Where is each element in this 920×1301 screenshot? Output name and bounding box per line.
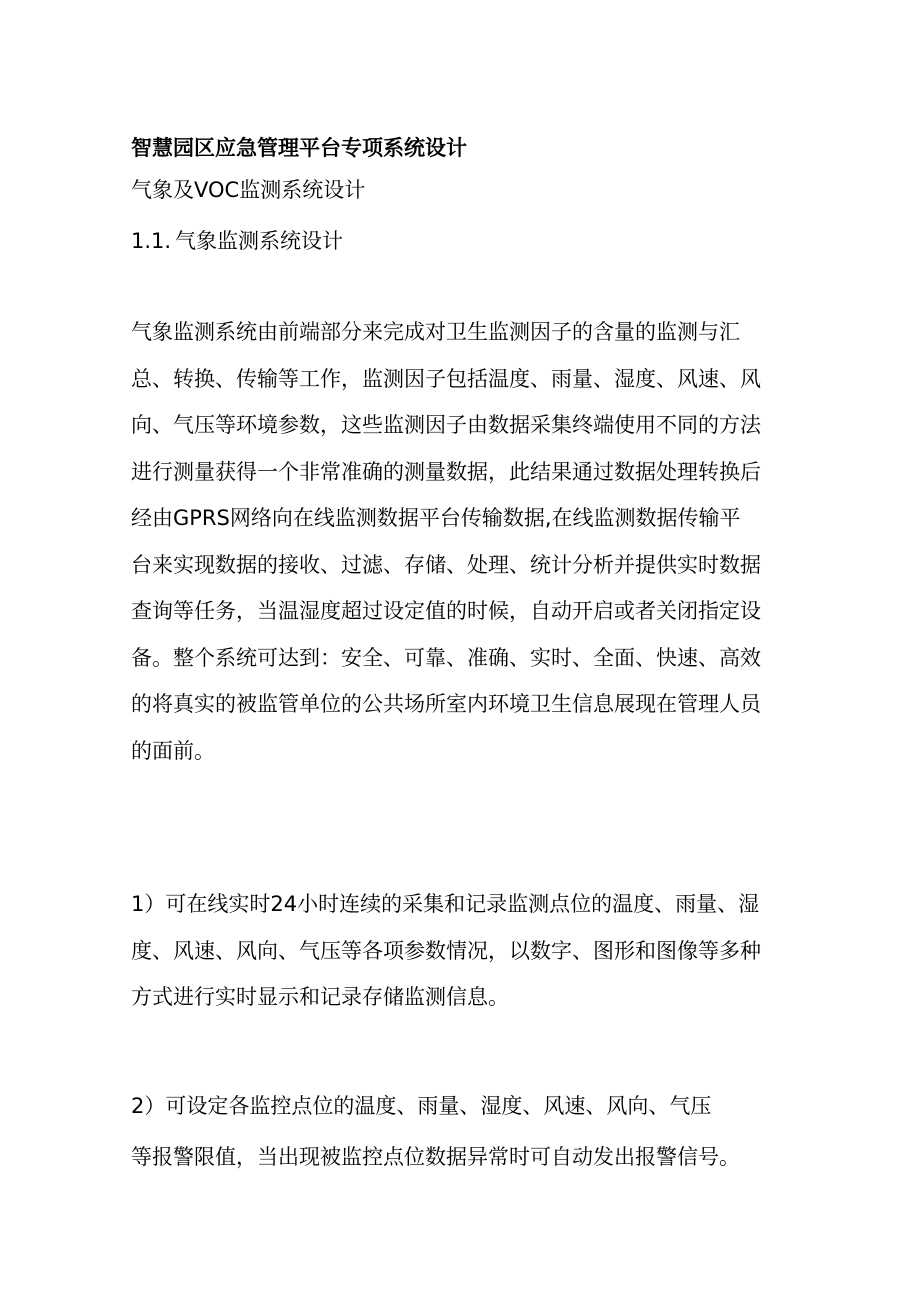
paragraph-line: 总、转换、传输等工作，监测因子包括温度、雨量、湿度、风速、风 [131,366,761,391]
document-subtitle: 气象及VOC监测系统设计 [131,178,366,202]
section-heading-text: 气象监测系统设计 [175,229,343,253]
paragraph-line: 经由GPRS网络向在线监测数据平台传输数据,在线监测数据传输平 [131,506,741,530]
paragraph-line: 度、风速、风向、气压等各项参数情况，以数字、图形和图像等多种 [131,938,761,963]
paragraph-line: 的将真实的被监管单位的公共场所室内环境卫生信息展现在管理人员 [131,692,761,716]
paragraph-line: 的面前。 [131,738,215,763]
paragraph-line: 进行测量获得一个非常准确的测量数据，此结果通过数据处理转换后 [131,459,761,484]
section-number: 1.1. [131,229,172,253]
paragraph-line: 气象监测系统由前端部分来完成对卫生监测因子的含量的监测与汇 [131,320,740,344]
paragraph-line: 方式进行实时显示和记录存储监测信息。 [131,985,509,1009]
paragraph-line: 查询等任务，当温湿度超过设定值的时候，自动开启或者关闭指定设 [131,599,761,623]
paragraph-line: 等报警限值，当出现被监控点位数据异常时可自动发出报警信号。 [131,1144,740,1169]
intro-paragraph [131,309,791,774]
paragraph-line: 台来实现数据的接收、过滤、存储、处理、统计分析并提供实时数据 [131,552,761,577]
document-title: 智慧园区应急管理平台专项系统设计 [131,136,467,160]
list-item-1 [131,881,791,1021]
paragraph-line: 2）可设定各监控点位的温度、雨量、湿度、风速、风向、气压 [131,1094,712,1118]
section-heading [131,226,343,256]
list-item-2 [131,1083,791,1180]
paragraph-line: 1）可在线实时24小时连续的采集和记录监测点位的温度、雨量、湿 [131,892,760,916]
paragraph-line: 备。整个系统可达到：安全、可靠、准确、实时、全面、快速、高效 [131,645,761,670]
paragraph-line: 向、气压等环境参数，这些监测因子由数据采集终端使用不同的方法 [131,413,761,437]
